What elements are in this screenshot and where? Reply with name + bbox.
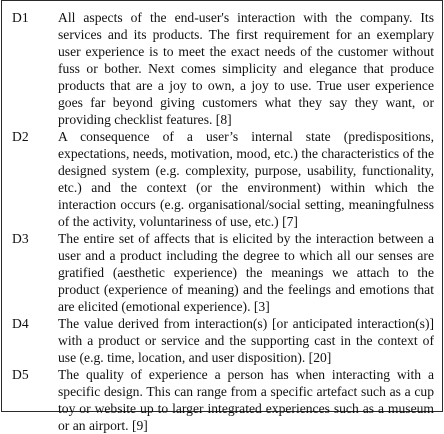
definition-id: D2 [12, 129, 29, 144]
definition-id: D1 [12, 10, 29, 25]
definition-text: The quality of experience a person has when interacting with a specific design. This can range from a specific artefact such as a cup toy or website up to larger integrated experiences such as a museum or an airport. [9] [58, 367, 434, 433]
definitions-table [1, 0, 443, 433]
definition-text: All aspects of the end-user's interaction with the company. Its services and its products. The first requirement for an exemplary user experience is to meet the exact needs of the customer without fuss or bother. Next comes simplicity and elegance that produce products that are a joy to own, a joy to use. True user experience goes far beyond giving customers what they say they want, or providing checklist features. [8] [58, 10, 434, 127]
definition-id: D3 [12, 231, 29, 246]
definition-text: The value derived from interaction(s) [or anticipated interaction(s)] with a product or service and the supporting cast in the context of use (e.g. time, location, and user disposition). [20] [58, 316, 434, 365]
definition-text: A consequence of a user’s internal state (predispositions, expectations, needs, motivation, mood, etc.) the characteristics of the designed system (e.g. complexity, purpose, usability, functionality, etc.) and the context (or the environment) within which the interaction occurs (e.g. organisational/social setting, meaningfulness of the activity, voluntariness of use, etc.) [7] [58, 129, 434, 229]
definition-id: D4 [12, 316, 29, 331]
definition-id: D5 [12, 367, 29, 382]
definition-text: The entire set of affects that is elicited by the interaction between a user and a product including the degree to which all our senses are gratified (aesthetic experience) the meanings we attach to the product (experience of meaning) and the feelings and emotions that are elicited (emotional experience). [3] [58, 231, 434, 314]
